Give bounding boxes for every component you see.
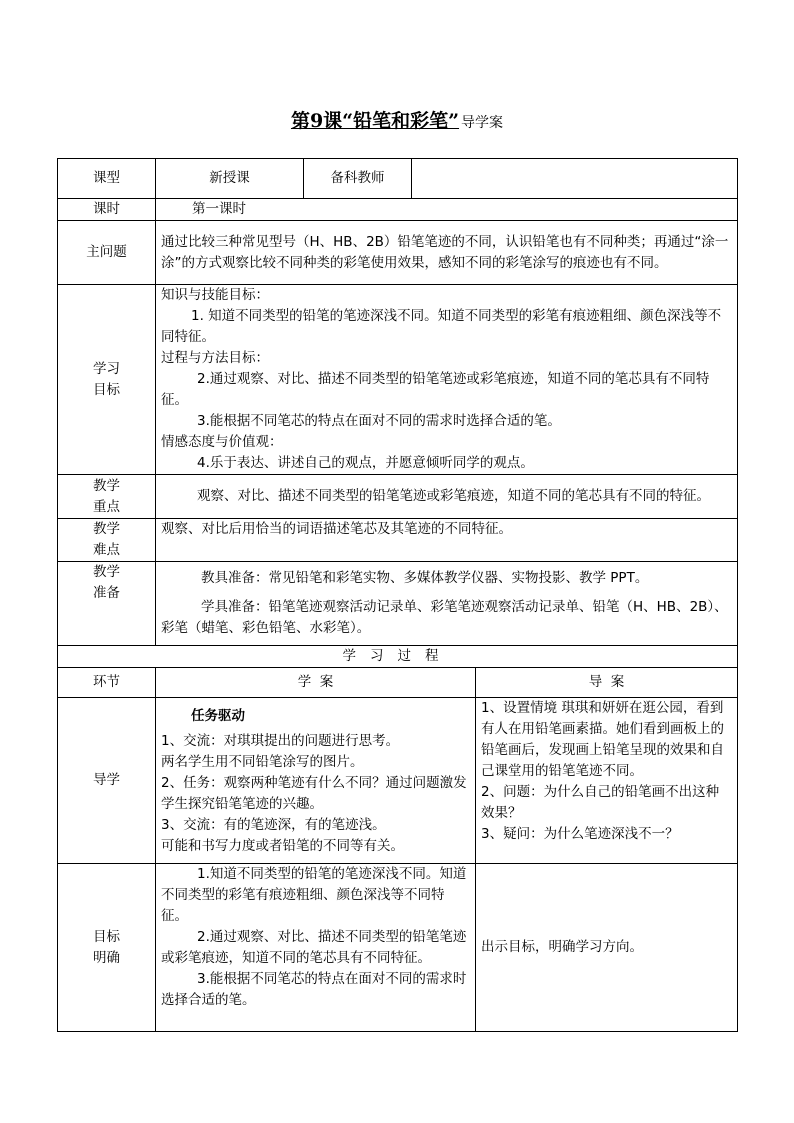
key-points-label-line1: 教学 (93, 477, 120, 494)
teacher-label: 备科教师 (304, 159, 412, 199)
difficulties-label (58, 519, 156, 562)
course-type-label: 课型 (58, 159, 156, 199)
main-question-text: 通过比较三种常见型号（H、HB、2B）铅笔笔迹的不同，认识铅笔也有不同种类；再通过“涂一涂”的方式观察比较不同种类的彩笔使用效果，感知不同的彩笔涂写的痕迹也有不同。 (156, 221, 738, 285)
goal-item: 3.能根据不同笔芯的特点在面对不同的需求时选择合适的笔。 (161, 971, 467, 1008)
stage-1-label: 导学 (58, 698, 156, 864)
study-line: 2、任务：观察两种笔迹有什么不同？通过问题激发学生探究铅笔笔迹的兴趣。 (161, 775, 467, 812)
key-points-label (58, 475, 156, 519)
guide-header: 导 案 (476, 668, 738, 698)
period-value: 第一课时 (156, 199, 738, 221)
student-prep: 学具准备：铅笔笔迹观察活动记录单、彩笔笔迹观察活动记录单、铅笔（H、HB、2B）、彩笔（蜡笔、彩色铅笔、水彩笔）。 (161, 599, 728, 636)
goal-item: 1.知道不同类型的铅笔的笔迹深浅不同。知道不同类型的彩笔有痕迹粗细、颜色深浅等不同特征。 (161, 866, 467, 924)
lesson-plan-table (57, 158, 738, 1032)
knowledge-item: 1. 知道不同类型的铅笔的笔迹深浅不同。知道不同类型的彩笔有痕迹粗细、颜色深浅等不同特征。 (161, 308, 722, 345)
stage-1-study (156, 698, 476, 864)
process-item-1: 2.通过观察、对比、描述不同类型的铅笔笔迹或彩笔痕迹，知道不同的笔芯具有不同特征。 (161, 371, 710, 408)
stage-2-label-line2: 明确 (93, 949, 120, 966)
objectives-label (58, 285, 156, 475)
stage-header: 环节 (58, 668, 156, 698)
period-label: 课时 (58, 199, 156, 221)
stage-2-study (156, 864, 476, 1032)
guide-line: 2、问题：为什么自己的铅笔画不出这种效果？ (481, 784, 720, 821)
row-objectives (58, 285, 738, 475)
teacher-value (412, 159, 738, 199)
row-period (58, 199, 738, 221)
study-line: 两名学生用不同铅笔涂写的图片。 (161, 754, 364, 770)
preparation-content (156, 562, 738, 646)
goal-item: 2.通过观察、对比、描述不同类型的铅笔笔迹或彩笔痕迹，知道不同的笔芯具有不同特征。 (161, 929, 467, 966)
study-line: 可能和书写力度或者铅笔的不同等有关。 (161, 838, 404, 854)
row-process-title (58, 646, 738, 668)
row-key-points (58, 475, 738, 519)
row-course-type (58, 159, 738, 199)
title-main: 第9课“铅笔和彩笔” (290, 110, 460, 132)
preparation-label-line1: 教学 (93, 564, 120, 580)
row-process-header (58, 668, 738, 698)
study-line: 1、交流：对琪琪提出的问题进行思考。 (161, 733, 400, 749)
row-main-question (58, 221, 738, 285)
difficulties-text: 观察、对比后用恰当的词语描述笔芯及其笔迹的不同特征。 (156, 519, 738, 562)
study-header: 学 案 (156, 668, 476, 698)
objectives-label-line1: 学习 (93, 360, 120, 377)
row-stage-goals (58, 864, 738, 1032)
stage-2-label (58, 864, 156, 1032)
preparation-label (58, 562, 156, 646)
stage-1-guide (476, 698, 738, 864)
guide-line: 1、设置情境 琪琪和妍妍在逛公园，看到有人在用铅笔画素描。她们看到画板上的铅笔画后，发现画上铅笔呈现的效果和自己课堂用的铅笔笔迹不同。 (481, 700, 724, 779)
attitude-heading: 情感态度与价值观： (161, 434, 283, 450)
stage-2-label-line1: 目标 (93, 928, 120, 945)
objectives-content (156, 285, 738, 475)
title-sub: 导学案 (461, 115, 504, 131)
study-line: 3、交流：有的笔迹深，有的笔迹浅。 (161, 817, 386, 833)
row-preparation (58, 562, 738, 646)
difficulties-label-line2: 难点 (93, 542, 120, 558)
difficulties-label-line1: 教学 (93, 521, 120, 537)
objectives-label-line2: 目标 (93, 381, 120, 398)
teacher-prep: 教具准备：常见铅笔和彩笔实物、多媒体教学仪器、实物投影、教学 PPT。 (201, 570, 649, 586)
course-type-value: 新授课 (156, 159, 304, 199)
attitude-item: 4.乐于表达、讲述自己的观点，并愿意倾听同学的观点。 (197, 455, 534, 471)
process-heading: 过程与方法目标： (161, 350, 269, 366)
process-title: 学习过程 (58, 646, 738, 668)
study-task-heading: 任务驱动 (191, 708, 245, 724)
preparation-label-line2: 准备 (93, 585, 120, 601)
key-points-label-line2: 重点 (93, 498, 120, 515)
row-difficulties (58, 519, 738, 562)
process-item-2: 3.能根据不同笔芯的特点在面对不同的需求时选择合适的笔。 (197, 413, 561, 429)
key-points-text: 观察、对比、描述不同类型的铅笔笔迹或彩笔痕迹，知道不同的笔芯具有不同的特征。 (156, 475, 738, 519)
guide-line: 3、疑问：为什么笔迹深浅不一？ (481, 826, 679, 842)
stage-2-guide: 出示目标，明确学习方向。 (476, 864, 738, 1032)
main-question-label: 主问题 (58, 221, 156, 285)
knowledge-heading: 知识与技能目标： (161, 287, 269, 303)
row-stage-guide (58, 698, 738, 864)
document-title (0, 106, 794, 133)
